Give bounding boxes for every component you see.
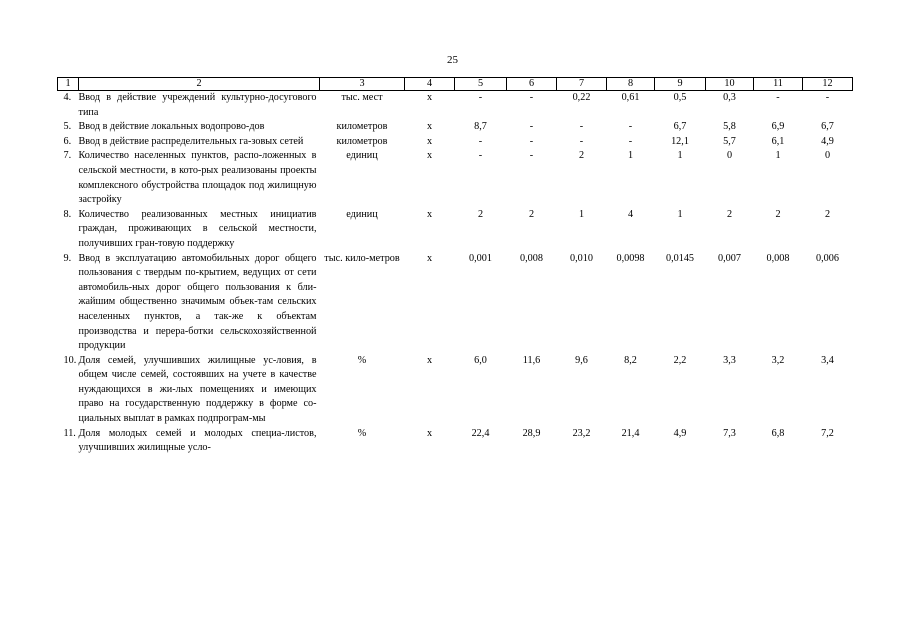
unit-of-measure: тыс. мест <box>341 92 383 103</box>
value-cell-col-5: 0,001 <box>469 252 492 264</box>
value-cell-col-7: 2 <box>578 150 585 162</box>
indicator-name: Ввод в эксплуатацию автомобильных дорог общего пользования с твердым по-крытием, ведущих от сети автомобиль-ных дорог общего пользования к бли-жайшим общественно значимым объек-там сельских населенных пунктов, а так-же к объектам производства и перера-ботки сельскохозяйственной продукции <box>78 252 317 352</box>
value-cell-col-9: 4,9 <box>673 427 687 439</box>
table-body <box>58 91 853 456</box>
value-cell-col-9: 1 <box>677 208 683 220</box>
indicator-name: Количество реализованных местных инициатив граждан, проживающих в сельской местности, получивших гран-товую поддержку <box>78 208 317 249</box>
column-header-1: 1 <box>58 78 79 91</box>
column-header-6: 6 <box>507 78 557 91</box>
value-cell-col-5: 2 <box>477 208 484 220</box>
value-cell-col-7: - <box>579 121 584 133</box>
value-cell-col-7: 0,22 <box>572 92 591 103</box>
value-cell-col-8: - <box>628 135 633 147</box>
value-cell-col-6: - <box>529 121 534 133</box>
unit-of-measure: % <box>357 354 367 366</box>
value-cell-col-11: 6,9 <box>771 121 785 133</box>
value-cell-col-11: 6,1 <box>771 135 785 147</box>
value-cell-col-9: 2,2 <box>673 354 687 366</box>
value-cell-col-8: 21,4 <box>621 427 640 439</box>
value-cell-col-10: 5,8 <box>723 121 736 133</box>
unit-of-measure: % <box>357 427 367 439</box>
value-cell-col-5: - <box>478 135 483 147</box>
table-row <box>58 120 853 135</box>
table-row <box>58 135 853 150</box>
value-cell-col-8: 1 <box>627 150 634 162</box>
value-cell-col-9: 6,7 <box>673 121 687 133</box>
value-cell-col-4: х <box>426 252 433 264</box>
column-header-9: 9 <box>655 78 706 91</box>
indicator-name: Ввод в действие распределительных га-зовых сетей <box>78 135 304 147</box>
header-row <box>58 78 853 91</box>
row-number: 9. <box>63 252 72 264</box>
value-cell-col-12: 0 <box>824 150 831 162</box>
unit-of-measure: единиц <box>346 208 378 220</box>
value-cell-col-6: - <box>529 135 534 147</box>
value-cell-col-4: х <box>426 150 433 162</box>
column-header-4: 4 <box>405 78 455 91</box>
value-cell-col-8: 8,2 <box>624 354 637 366</box>
value-cell-col-7: 1 <box>578 208 585 220</box>
value-cell-col-10: 5,7 <box>723 135 736 147</box>
unit-of-measure: единиц <box>346 150 378 162</box>
column-header-12: 12 <box>803 78 853 91</box>
row-number: 10. <box>63 354 77 366</box>
row-number: 7. <box>63 150 72 162</box>
row-number: 4. <box>63 92 72 103</box>
column-header-2: 2 <box>79 78 320 91</box>
value-cell-col-11: 0,008 <box>766 252 790 264</box>
value-cell-col-10: 7,3 <box>723 427 736 439</box>
table-row <box>58 252 853 354</box>
value-cell-col-6: - <box>529 92 534 103</box>
table-row <box>58 149 853 207</box>
unit-of-measure: тыс. кило-метров <box>324 252 400 264</box>
value-cell-col-4: х <box>426 135 433 147</box>
column-header-3: 3 <box>320 78 405 91</box>
indicator-name: Доля молодых семей и молодых специа-листов, улучшивших жилищные усло- <box>78 427 317 454</box>
table-row <box>58 208 853 252</box>
value-cell-col-9: 0,5 <box>673 92 687 103</box>
row-number: 5. <box>63 121 72 133</box>
row-number: 8. <box>63 208 72 220</box>
page-number: 25 <box>447 54 458 66</box>
value-cell-col-10: 0,007 <box>718 252 741 264</box>
value-cell-col-10: 2 <box>726 208 733 220</box>
value-cell-col-11: 3,2 <box>771 354 785 366</box>
value-cell-col-8: 0,0098 <box>616 252 645 264</box>
value-cell-col-7: 23,2 <box>572 427 591 439</box>
value-cell-col-10: 3,3 <box>723 354 736 366</box>
value-cell-col-12: - <box>825 92 830 103</box>
value-cell-col-6: 28,9 <box>522 427 541 439</box>
value-cell-col-6: 0,008 <box>520 252 543 264</box>
value-cell-col-9: 1 <box>677 150 683 162</box>
value-cell-col-5: 8,7 <box>474 121 487 133</box>
value-cell-col-9: 12,1 <box>671 135 689 147</box>
value-cell-col-12: 4,9 <box>821 135 834 147</box>
value-cell-col-5: - <box>478 92 483 103</box>
value-cell-col-10: 0,3 <box>723 92 736 103</box>
value-cell-col-11: 6,8 <box>771 427 785 439</box>
value-cell-col-6: - <box>529 150 534 162</box>
value-cell-col-4: х <box>426 354 433 366</box>
column-header-10: 10 <box>706 78 754 91</box>
value-cell-col-11: - <box>776 92 780 103</box>
value-cell-col-8: 0,61 <box>621 92 640 103</box>
value-cell-col-4: х <box>426 208 433 220</box>
value-cell-col-7: - <box>579 135 584 147</box>
value-cell-col-11: 2 <box>775 208 781 220</box>
value-cell-col-12: 2 <box>824 208 831 220</box>
value-cell-col-12: 7,2 <box>821 427 834 439</box>
column-header-8: 8 <box>607 78 655 91</box>
table-row <box>58 427 853 456</box>
unit-of-measure: километров <box>336 135 388 147</box>
column-header-5: 5 <box>455 78 507 91</box>
indicator-name: Ввод в действие локальных водопрово-дов <box>78 121 265 133</box>
unit-of-measure: километров <box>336 121 388 133</box>
indicator-name: Количество населенных пунктов, распо-ложенных в сельской местности, в кото-рых реализованы проекты комплексного обустройства площадок под жилищную застройку <box>78 150 317 206</box>
value-cell-col-11: 1 <box>775 150 781 162</box>
value-cell-col-12: 6,7 <box>821 121 834 133</box>
indicator-name: Доля семей, улучшивших жилищные ус-ловия, в общем числе семей, состоявших на учете в качестве нуждающихся в жи-лых помещениях и имеющих право на государственную поддержку в форме со-циальных выплат в рамках подпрограм-мы <box>78 354 317 425</box>
value-cell-col-4: х <box>426 427 433 439</box>
row-number: 6. <box>63 135 72 147</box>
value-cell-col-8: 4 <box>627 208 634 220</box>
indicators-table <box>57 77 853 456</box>
value-cell-col-9: 0,0145 <box>665 252 694 264</box>
value-cell-col-8: - <box>628 121 633 133</box>
value-cell-col-10: 0 <box>726 150 733 162</box>
value-cell-col-4: х <box>426 92 433 103</box>
indicator-name: Ввод в действие учреждений культурно-досугового типа <box>78 92 317 118</box>
value-cell-col-7: 0,010 <box>570 252 593 264</box>
value-cell-col-6: 11,6 <box>522 354 541 366</box>
value-cell-col-5: 22,4 <box>471 427 490 439</box>
value-cell-col-5: 6,0 <box>474 354 487 366</box>
value-cell-col-4: х <box>426 121 433 133</box>
column-header-11: 11 <box>754 78 803 91</box>
value-cell-col-7: 9,6 <box>575 354 588 366</box>
value-cell-col-6: 2 <box>528 208 535 220</box>
value-cell-col-5: - <box>478 150 483 162</box>
value-cell-col-12: 3,4 <box>821 354 834 366</box>
table-row <box>58 91 853 121</box>
value-cell-col-12: 0,006 <box>816 252 839 264</box>
row-number: 11. <box>63 427 76 439</box>
column-header-7: 7 <box>557 78 607 91</box>
table-row <box>58 354 853 427</box>
